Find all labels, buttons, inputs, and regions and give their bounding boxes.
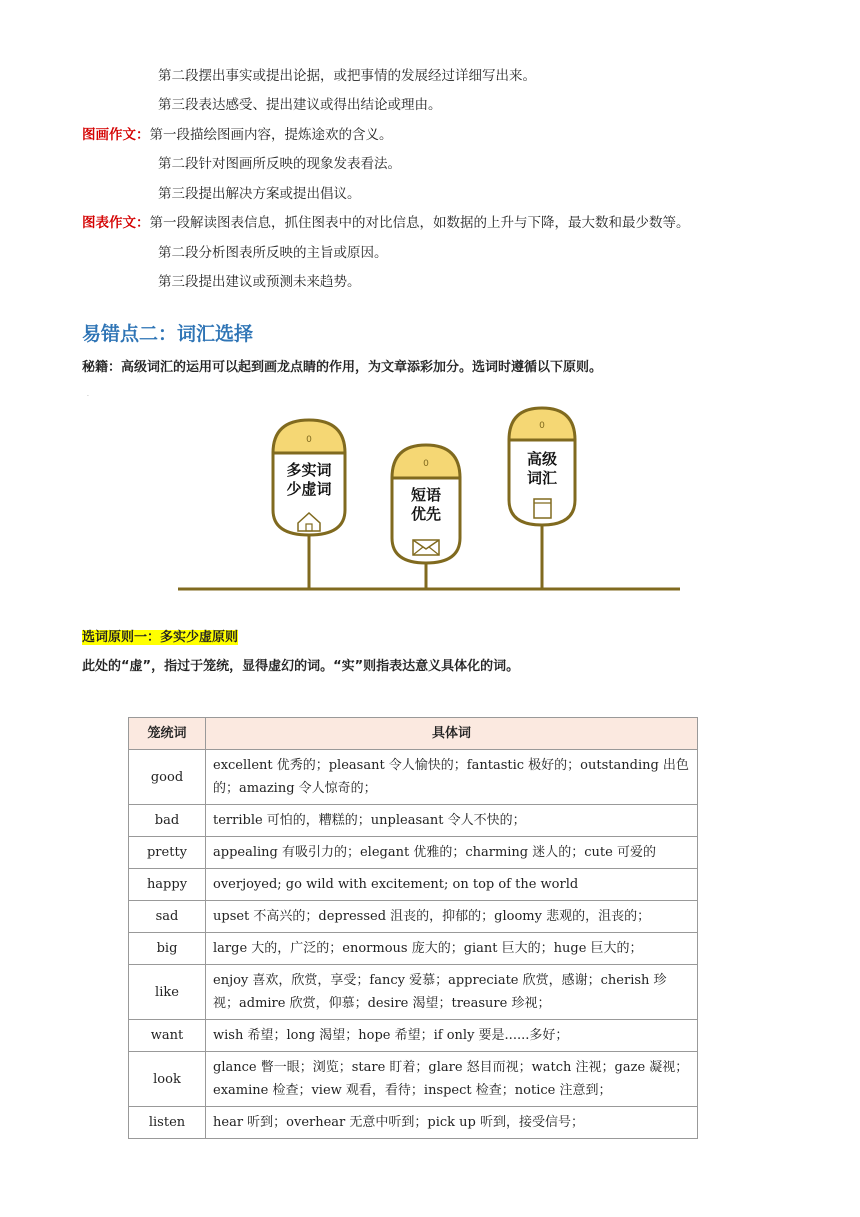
specific-words: terrible 可怕的，糟糕的；unpleasant 令人不快的；	[206, 805, 698, 837]
general-word: big	[129, 933, 206, 965]
sign-3	[509, 408, 575, 589]
table-row	[129, 837, 698, 869]
table-row	[129, 1020, 698, 1052]
sign-text-line: 短语	[410, 486, 442, 504]
general-word: happy	[129, 869, 206, 901]
sign-1	[273, 420, 345, 589]
table-row	[129, 805, 698, 837]
structure-line: 第二段摆出事实或提出论据，或把事情的发展经过详细写出来。	[158, 68, 536, 84]
general-word: pretty	[129, 837, 206, 869]
general-word: want	[129, 1020, 206, 1052]
sign-text-line: 少虚词	[286, 480, 332, 498]
structure-line: 第三段提出解决方案或提出倡议。	[158, 186, 361, 202]
specific-words: large 大的，广泛的；enormous 庞大的；giant 巨大的；huge 巨大的；	[206, 933, 698, 965]
specific-words: excellent 优秀的；pleasant 令人愉快的；fantastic 极好的；outstanding 出色的；amazing 令人惊奇的；	[206, 750, 698, 805]
specific-words: overjoyed; go wild with excitement; on top of the world	[206, 869, 698, 901]
sign-text-line: 词汇	[526, 469, 558, 487]
dot-mark: ·	[87, 393, 89, 400]
specific-words: enjoy 喜欢，欣赏，享受；fancy 爱慕；appreciate 欣赏，感谢；cherish 珍视；admire 欣赏，仰慕；desire 渴望；treasure 珍视；	[206, 965, 698, 1020]
specific-words: hear 听到；overhear 无意中听到；pick up 听到，接受信号；	[206, 1107, 698, 1139]
general-word: sad	[129, 901, 206, 933]
table-row	[129, 869, 698, 901]
general-word: bad	[129, 805, 206, 837]
table-row	[129, 901, 698, 933]
structure-line: 第三段提出建议或预测未来趋势。	[158, 274, 361, 290]
header-general: 笼统词	[129, 718, 206, 750]
structure-line: 第二段针对图画所反映的现象发表看法。	[158, 156, 401, 172]
header-specific: 具体词	[206, 718, 698, 750]
sign-number: 0	[423, 459, 429, 469]
general-word: good	[129, 750, 206, 805]
tip-text: 秘籍：高级词汇的运用可以起到画龙点睛的作用，为文章添彩加分。选词时遵循以下原则。	[82, 360, 603, 375]
sign-2	[392, 445, 460, 589]
general-word: like	[129, 965, 206, 1020]
specific-words: glance 瞥一眼；浏览；stare 盯着；glare 怒目而视；watch 注视；gaze 凝视；examine 检查；view 观看，看待；inspect 检查；notice 注意到；	[206, 1052, 698, 1107]
table-row	[129, 1107, 698, 1139]
structure-line: 图表作文：第一段解读图表信息，抓住图表中的对比信息，如数据的上升与下降，最大数和最少数等。	[82, 215, 690, 231]
structure-line: 第二段分析图表所反映的主旨或原因。	[158, 245, 388, 261]
structure-line: 第三段表达感受、提出建议或得出结论或理由。	[158, 97, 442, 113]
signpost-diagram	[170, 395, 690, 600]
sign-text-line: 优先	[410, 505, 442, 523]
sign-number: 0	[306, 435, 312, 445]
table-row	[129, 933, 698, 965]
table-row	[129, 1052, 698, 1107]
sign-text-line: 多实词	[286, 461, 332, 479]
table-row	[129, 965, 698, 1020]
table-header-row	[129, 718, 698, 750]
sign-text-line: 高级	[526, 450, 558, 468]
sign-number: 0	[539, 421, 545, 431]
general-word: listen	[129, 1107, 206, 1139]
structure-line: 图画作文：第一段描绘图画内容，提炼途欢的含义。	[82, 127, 393, 143]
specific-words: appealing 有吸引力的；elegant 优雅的；charming 迷人的；cute 可爱的	[206, 837, 698, 869]
word-table	[128, 717, 698, 1139]
specific-words: wish 希望；long 渴望；hope 希望；if only 要是......多好；	[206, 1020, 698, 1052]
specific-words: upset 不高兴的；depressed 沮丧的，抑郁的；gloomy 悲观的，沮丧的；	[206, 901, 698, 933]
table-row	[129, 750, 698, 805]
principle-desc: 此处的“虚”，指过于笼统，显得虚幻的词。“实”则指表达意义具体化的词。	[82, 659, 520, 674]
principle-title: 选词原则一：多实少虚原则	[82, 630, 239, 645]
general-word: look	[129, 1052, 206, 1107]
section-title: 易错点二：词汇选择	[82, 323, 254, 345]
